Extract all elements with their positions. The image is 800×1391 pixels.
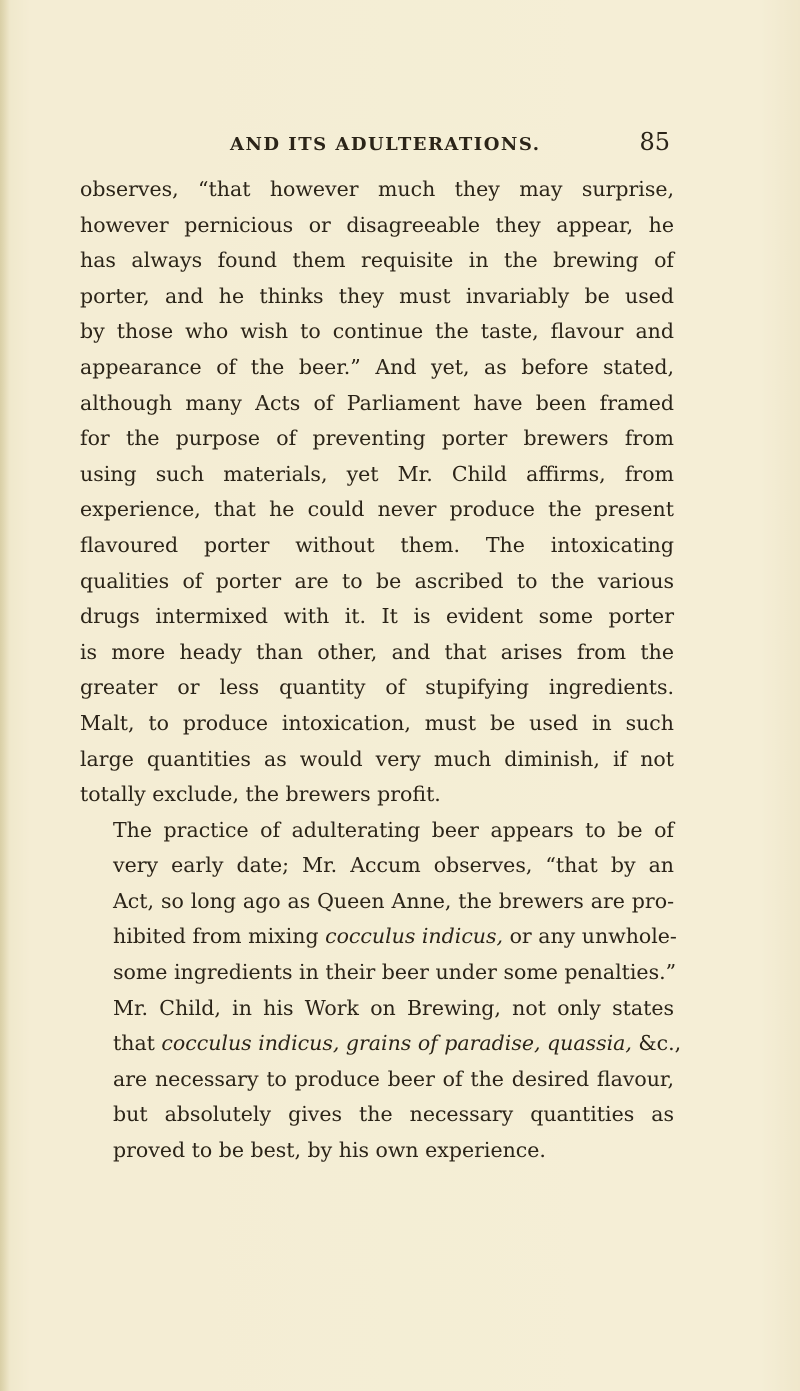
text-line: observes, “that however much they may surprise, (80, 177, 674, 201)
text-run: or any unwhole- (503, 924, 677, 949)
text-line: however pernicious or disagreeable they appear, he (80, 212, 674, 237)
body-text (80, 172, 682, 1169)
text-line: totally exclude, the brewers profit. (80, 782, 441, 807)
text-line: has always found them requisite in the brewing of (80, 248, 674, 273)
text-line: some ingredients in their beer under some penalties.” (113, 960, 677, 985)
paragraph-2 (80, 813, 677, 991)
text-line: by those who wish to continue the taste, flavour and (80, 319, 674, 344)
text-line: Malt, to produce intoxication, must be used in such (80, 710, 674, 735)
running-title: AND ITS ADULTERATIONS. (230, 134, 541, 155)
text-run: that (113, 1031, 162, 1056)
text-line: Mr. Child, in his Work on Brewing, not only states (113, 995, 674, 1020)
text-line: very early date; Mr. Accum observes, “that by an (113, 853, 674, 878)
text-line: experience, that he could never produce the present (80, 497, 674, 522)
text-line: The practice of adulterating beer appears to be of (113, 817, 674, 842)
text-line: drugs intermixed with it. It is evident some porter (80, 604, 674, 629)
text-line (80, 919, 677, 955)
text-line: Act, so long ago as Queen Anne, the brewers are pro- (113, 888, 674, 913)
paragraph-3 (80, 991, 682, 1169)
text-line: greater or less quantity of stupifying ingredients. (80, 675, 674, 700)
page-gutter-shadow (0, 0, 10, 1391)
paragraph-1 (80, 172, 674, 813)
text-line: appearance of the beer.” And yet, as before stated, (80, 354, 674, 379)
text-line: are necessary to produce beer of the desired flavour, (113, 1066, 674, 1091)
italic-run: cocculus indicus, grains of paradise, quassia, (161, 1031, 632, 1056)
text-line: although many Acts of Parliament have been framed (80, 390, 674, 415)
page-number: 85 (639, 128, 670, 156)
text-run: &c., (631, 1031, 682, 1056)
text-run: hibited from mixing (113, 924, 326, 949)
text-line: flavoured porter without them. The intoxicating (80, 532, 674, 557)
text-line: proved to be best, by his own experience. (113, 1138, 546, 1163)
text-line: porter, and he thinks they must invariably be used (80, 283, 674, 308)
italic-run: cocculus indicus, (325, 924, 504, 949)
text-line: large quantities as would very much diminish, if not (80, 746, 674, 771)
text-line: for the purpose of preventing porter brewers from (80, 426, 674, 451)
text-line: using such materials, yet Mr. Child affirms, from (80, 461, 674, 486)
text-line (80, 1026, 682, 1062)
page-header (78, 128, 672, 158)
text-line: is more heady than other, and that arises from the (80, 639, 674, 664)
text-line: but absolutely gives the necessary quantities as (113, 1102, 674, 1127)
text-line: qualities of porter are to be ascribed to the various (80, 568, 674, 593)
